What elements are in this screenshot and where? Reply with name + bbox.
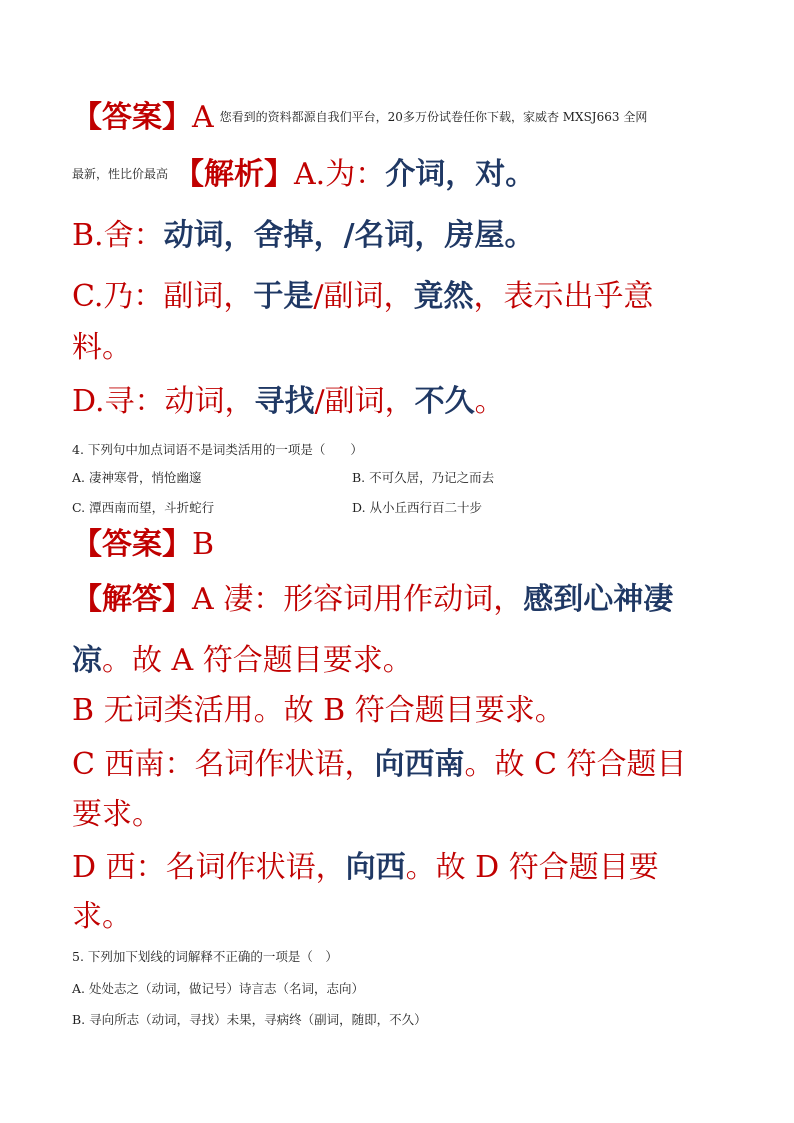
question-5-option-b: B. 寻向所志（动词，寻找）未果，寻病终（副词，随即，不久） [72, 1012, 427, 1027]
solution-a-tail: 。故 A 符合题目要求。 [102, 643, 413, 678]
option-a-prefix: A.为： [294, 157, 386, 192]
solution-b-line [72, 693, 565, 728]
notice-text-1: 您看到的资料都源自我们平台，20多万份试卷任你下载，家威杏 MXSJ663 全网 [219, 110, 648, 124]
option-c-blue: 于是 [253, 279, 314, 314]
solution-c-line [72, 747, 687, 782]
option-c-line-2 [72, 330, 132, 365]
question-4-option-b: B. 不可久居，乃记之而去 [352, 470, 495, 485]
solution-c-tail2: 要求。 [72, 797, 162, 832]
option-d-prefix: D.寻：动词， [72, 384, 255, 419]
option-c-mid: /副词， [313, 279, 414, 314]
answer-value: A [192, 100, 214, 135]
option-c-line [72, 279, 654, 314]
solution-d-text: D 西：名词作状语， [72, 850, 346, 885]
solution-a-text: A 凄：形容词用作动词， [192, 582, 524, 617]
solution-b-text: B 无词类活用。故 B 符合题目要求。 [72, 693, 565, 728]
solution-a-blue2: 凉 [72, 643, 102, 678]
answer-label: 【答案】 [72, 527, 192, 562]
solution-a-line [72, 582, 674, 617]
analysis-label: 【解析】 [174, 157, 295, 192]
option-d-line [72, 384, 505, 419]
option-b-line [72, 218, 535, 253]
solution-d-tail: 。故 D 符合题目要 [405, 850, 659, 885]
option-d-mid: /副词， [314, 384, 415, 419]
solution-a-blue: 感到心神凄 [523, 582, 674, 617]
option-b-prefix: B.舍： [72, 218, 164, 253]
solution-c-text: C 西南：名词作状语， [72, 747, 375, 782]
solution-d-line [72, 850, 659, 885]
question-4-option-d: D. 从小丘西行百二十步 [352, 500, 483, 515]
option-c-tail2: 料。 [72, 330, 132, 365]
solution-d-blue: 向西 [345, 850, 406, 885]
solution-c-blue: 向西南 [374, 747, 465, 782]
solution-label: 【解答】 [72, 582, 192, 617]
question-5-option-a: A. 处处志之（动词，做记号）诗言志（名词，志向） [72, 981, 364, 996]
option-c-blue2: 竟然 [413, 279, 474, 314]
question-4-option-a: A. 凄神寒骨，悄怆幽邃 [72, 470, 202, 485]
option-a-body: 介词，对。 [385, 157, 536, 192]
answer-line-1 [72, 100, 648, 135]
notice-text-2: 最新，性比价最高 [72, 167, 169, 181]
solution-d-line-2 [72, 899, 132, 934]
answer-value: B [192, 527, 215, 562]
solution-a-line-2 [72, 643, 413, 678]
solution-d-tail2: 求。 [72, 899, 132, 934]
question-4-answer [72, 527, 215, 562]
question-5-stem: 5. 下列加下划线的词解释不正确的一项是（ ） [72, 949, 338, 964]
option-d-blue: 寻找 [254, 384, 315, 419]
option-c-prefix: C.乃：副词， [72, 279, 254, 314]
question-4-stem: 4. 下列句中加点词语不是词类活用的一项是（ ） [72, 442, 363, 457]
option-d-tail: 。 [474, 384, 505, 419]
analysis-line [72, 157, 536, 192]
question-4-option-c: C. 潭西南而望，斗折蛇行 [72, 500, 215, 515]
solution-c-line-2 [72, 797, 162, 832]
option-d-blue2: 不久 [414, 384, 475, 419]
option-c-tail: ，表示出乎意 [473, 279, 654, 314]
option-b-body: 动词，舍掉，/名词，房屋。 [163, 218, 535, 253]
solution-c-tail: 。故 C 符合题目 [464, 747, 687, 782]
answer-label: 【答案】 [72, 100, 192, 135]
